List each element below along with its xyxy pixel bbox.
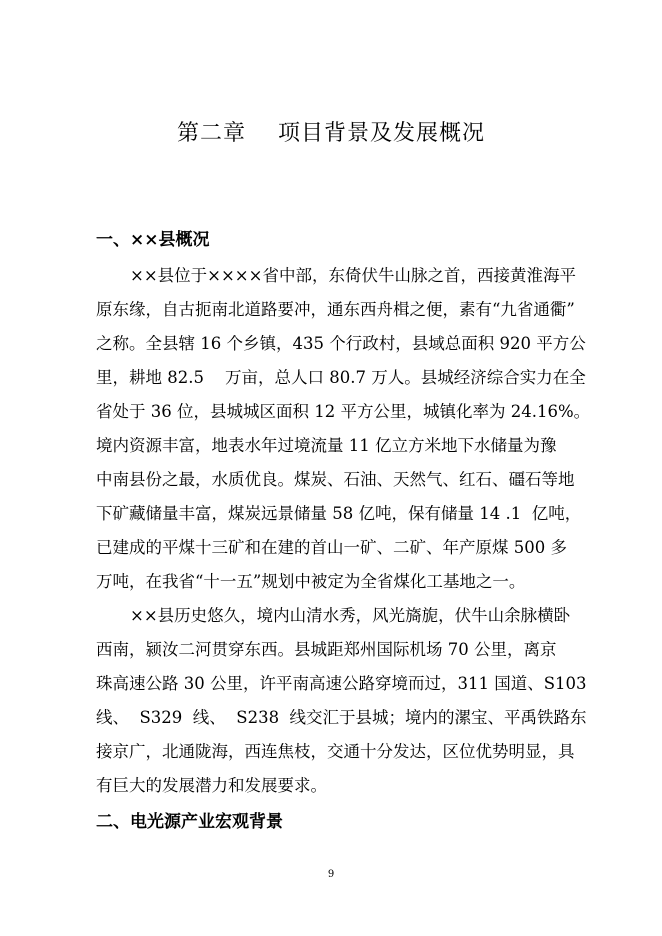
paragraph-line: 线、 S329 线、 S238 线交汇于县城；境内的漯宝、平禹铁路东 <box>96 708 587 727</box>
paragraph-line: 西南，颍汝二河贯穿东西。县城距郑州国际机场 70 公里，离京 <box>96 640 557 659</box>
section-heading-county-overview: 一、××县概况 <box>96 230 210 250</box>
paragraph-line: 已建成的平煤十三矿和在建的首山一矿、二矿、年产原煤 500 多 <box>96 538 567 557</box>
paragraph-line: ××县历史悠久，境内山清水秀，风光旖旎，伏牛山余脉横卧 <box>130 606 571 625</box>
section-heading-lighting-industry: 二、电光源产业宏观背景 <box>96 812 283 832</box>
paragraph-line: 万吨，在我省“十一五”规划中被定为全省煤化工基地之一。 <box>96 572 526 591</box>
paragraph-line: 境内资源丰富，地表水年过境流量 11 亿立方米地下水储量为豫 <box>96 436 557 455</box>
paragraph-line: 原东缘，自古扼南北道路要冲，通东西舟楫之便，素有“九省通衢” <box>96 300 575 319</box>
paragraph-line: 省处于 36 位，县城城区面积 12 平方公里，城镇化率为 24.16%。 <box>96 402 591 421</box>
chapter-title: 第二章 项目背景及发展概况 <box>177 121 485 146</box>
paragraph-line: 有巨大的发展潜力和发展要求。 <box>96 776 327 795</box>
paragraph-line: 之称。全县辖 16 个乡镇，435 个行政村，县域总面积 920 平方公 <box>96 334 586 353</box>
paragraph-line: 下矿藏储量丰富，煤炭远景储量 58 亿吨，保有储量 14 .1 亿吨， <box>96 504 582 523</box>
paragraph-line: 珠高速公路 30 公里，许平南高速公路穿境而过，311 国道、S103 <box>96 674 587 693</box>
paragraph-line: ××县位于××××省中部，东倚伏牛山脉之首，西接黄淮海平 <box>130 266 576 285</box>
paragraph-line: 接京广，北通陇海，西连焦枝，交通十分发达，区位优势明显，具 <box>96 742 575 761</box>
page-number: 9 <box>327 869 335 880</box>
paragraph-line: 里，耕地 82.5 万亩，总人口 80.7 万人。县城经济综合实力在全 <box>96 368 586 387</box>
paragraph-line: 中南县份之最，水质优良。煤炭、石油、天然气、红石、礓石等地 <box>96 470 575 489</box>
